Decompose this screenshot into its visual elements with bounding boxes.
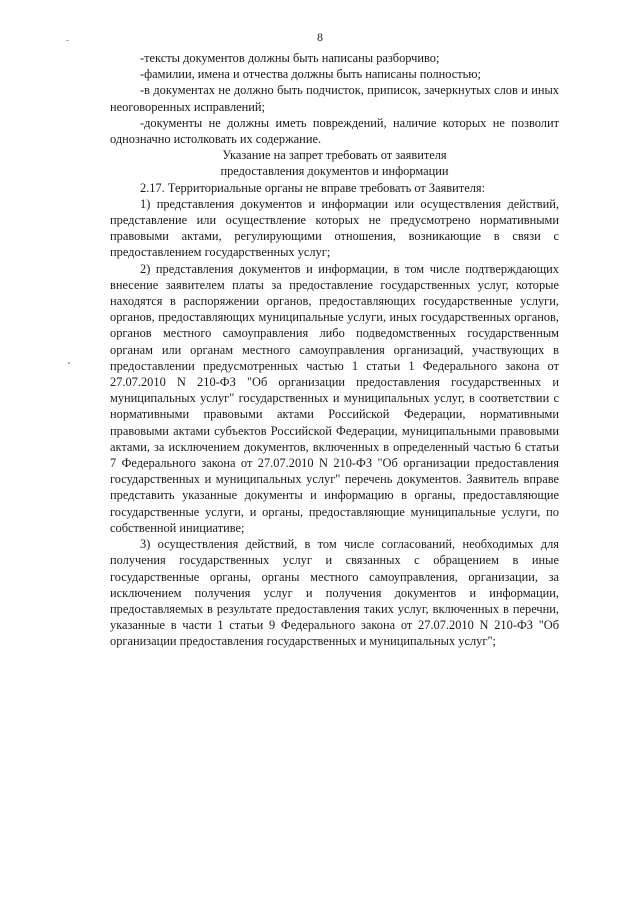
scan-mark bbox=[68, 362, 70, 364]
paragraph: 1) представления документов и информации или осуществления действий, представление или осуществление которых не предусмотрено нормативными правовыми актами, регулирующими отношения, возникающие в связи с предоставлением государственных услуг; bbox=[110, 196, 559, 260]
paragraph: -фамилии, имена и отчества должны быть написаны полностью; bbox=[140, 67, 481, 82]
paragraph: 3) осуществления действий, в том числе согласований, необходимых для получения государственных услуг и связанных с обращением в иные государственные органы, органы местного самоуправления, организации, за исключением получения услуг и получения документов и информации, предоставляемых в результате предоставления таких услуг, включенных в перечни, указанные в части 1 статьи 9 Федерального закона от 27.07.2010 N 210-ФЗ "Об организации предоставления государственных и муниципальных услуг"; bbox=[110, 537, 559, 649]
section-heading-line: предоставления документов и информации bbox=[220, 164, 449, 179]
page-number: 8 bbox=[317, 30, 323, 44]
section-heading-line: Указание на запрет требовать от заявителя bbox=[222, 148, 447, 163]
paragraph: -тексты документов должны быть написаны разборчиво; bbox=[140, 51, 440, 65]
paragraph: 2.17. Территориальные органы не вправе требовать от Заявителя: bbox=[140, 180, 486, 195]
document-body bbox=[110, 50, 559, 650]
section-heading bbox=[110, 147, 559, 179]
paragraph: -документы не должны иметь повреждений, наличие которых не позволит однозначно истолковать их содержание. bbox=[110, 115, 559, 147]
paragraph: -в документах не должно быть подчисток, приписок, зачеркнутых слов и иных неоговоренных исправлений; bbox=[110, 83, 559, 114]
paragraph: 2) представления документов и информации, в том числе подтверждающих внесение заявителем платы за предоставление государственных услуг, которые находятся в распоряжении органов, предоставляющих государственные услуги, органов, предоставляющих муниципальные услуги, иных государственных органов, органов местного самоуправления либо подведомственных государственным органам или органам местного самоуправления организаций, участвующих в предоставлении предусмотренных частью 1 статьи 1 Федерального закона от 27.07.2010 N 210-ФЗ "Об организации предоставления государственных и муниципальных услуг" государственных и муниципальных услуг, в соответствии с нормативными правовыми актами Российской Федерации, нормативными правовыми актами субъектов Российской Федерации, муниципальными правовыми актами, за исключением документов, включенных в определенный частью 6 статьи 7 Федерального закона от 27.07.2010 N 210-ФЗ "Об организации предоставления государственных и муниципальных услуг" перечень документов. Заявитель вправе представить указанные документы и информацию в органы, предоставляющие государственные услуги, и органы, предоставляющие муниципальные услуги, по собственной инициативе; bbox=[110, 261, 559, 535]
